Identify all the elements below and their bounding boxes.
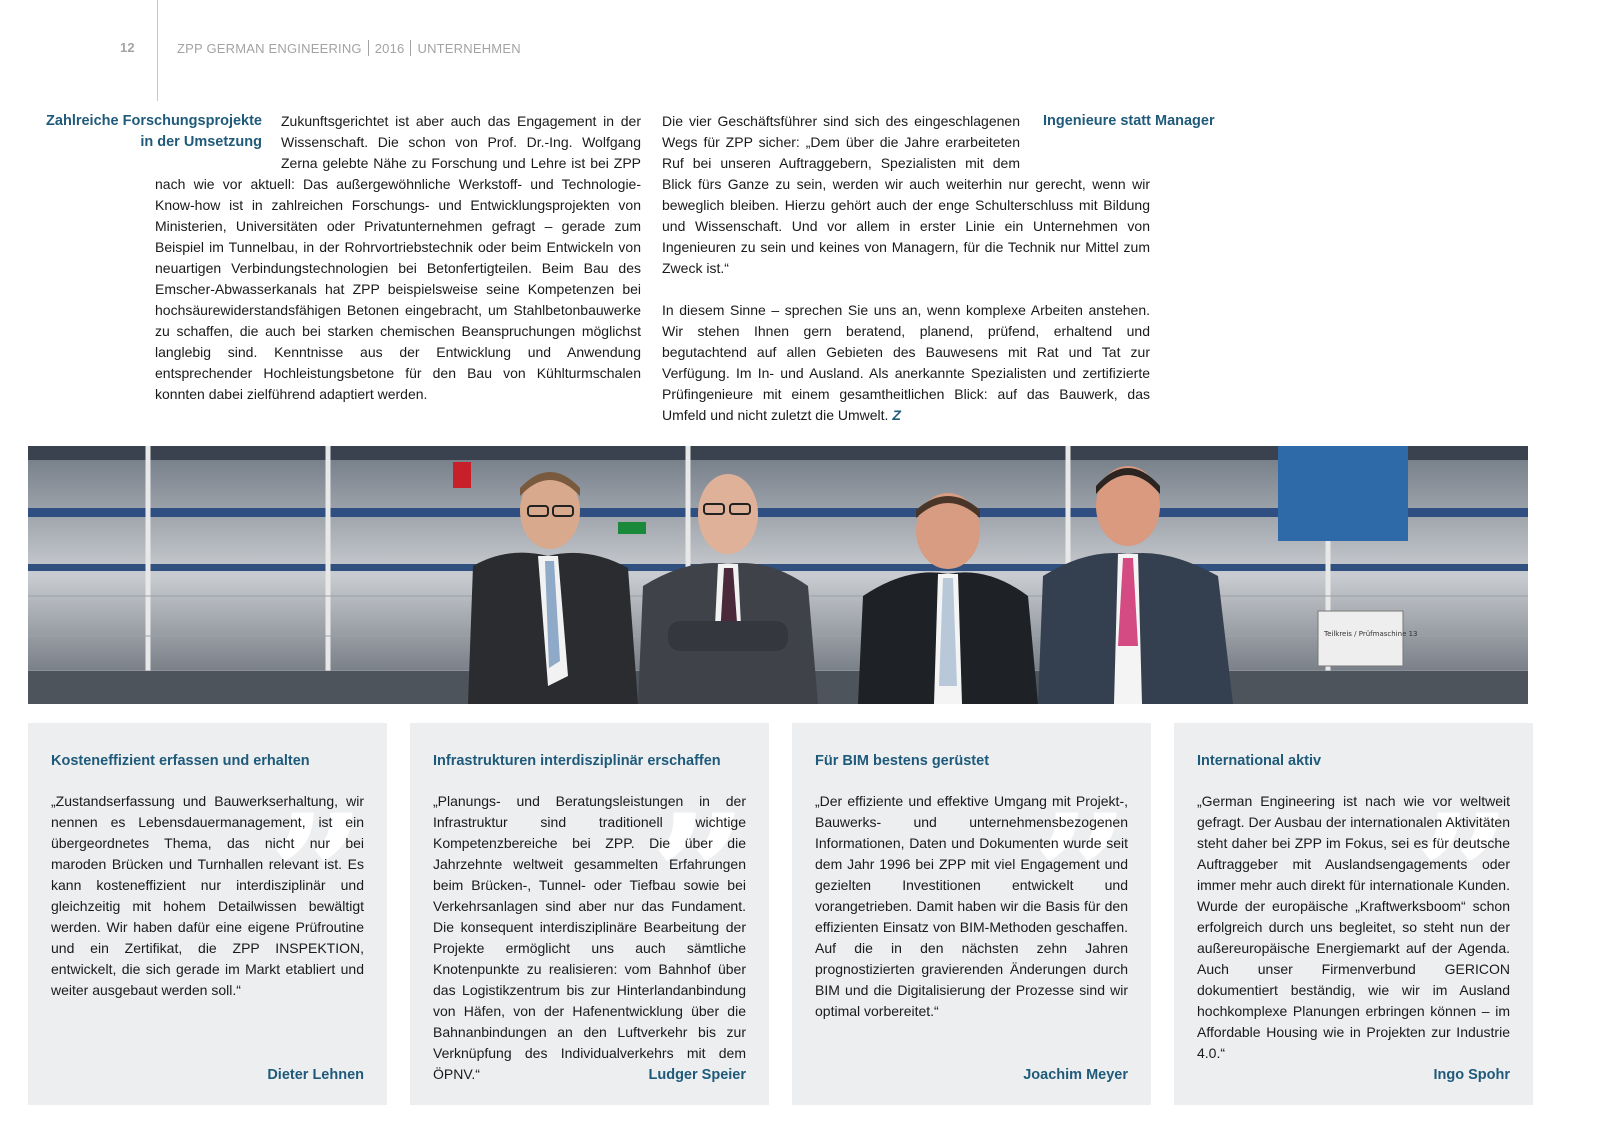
page-number: 12 (120, 40, 135, 55)
quote-card (792, 723, 1151, 1105)
quote-title: Infrastrukturen interdisziplinär erschaffen (433, 753, 721, 769)
quote-text: „Zustandserfassung und Bauwerkserhaltung, wir nennen es Lebensdauermanagement, ist ein übergeordnetes Thema, das nicht nur bei maroden Brücken und Turnhallen relevant ist. Es kann kosteneffizient nur interdisziplinär und gleichzeitig mit hohem Detailwissen bewältigt werden. Wir haben dafür eine eigene Prüfroutine und ein Zertifikat, die ZPP INSPEKTION, entwickelt, die sich gerade im Markt etabliert und weiter ausgebaut werden soll.“ (51, 793, 364, 998)
quote-card (28, 723, 387, 1105)
quote-title: Kosteneffizient erfassen und erhalten (51, 753, 310, 769)
quote-title: Für BIM bestens gerüstet (815, 753, 990, 769)
right-paragraph-2-text: In diesem Sinne – sprechen Sie uns an, wenn komplexe Arbeiten anstehen. Wir stehen Ihnen gern beratend, planend, prüfend, erhaltend und begutachtend auf allen Gebieten des Bauwesens mit Rat und Tat zur Verfügung. Im In- und Ausland. Als anerkannte Spezialisten und zertifizierte Prüfingenieure mit einem gesamtheitlichen Blick: auf das Bauwerk, das Umfeld und nicht zuletzt die Umwelt. (662, 302, 1150, 423)
sign-text: Teilkreis / Prüfmaschine 13 (1324, 630, 1418, 638)
quote-text: „Der effiziente und effektive Umgang mit Projekt-, Bauwerks- und unternehmensbezogenen Informationen, Daten und Dokumenten wurde seit dem Jahr 1996 bei ZPP mit viel Engagement und gezielten Investitionen entwickelt und vorangetrieben. Damit haben wir die Basis für den effizienten Einsatz von BIM-Methoden geschaffen. Auf die in den nächsten zehn Jahren prognostizierten gravierenden Änderungen durch BIM und die Digitalisierung der Prozesse sind wir optimal vorbereitet.“ (815, 793, 1128, 1019)
header-divider (157, 0, 158, 101)
quote-author: Ingo Spohr (1433, 1067, 1510, 1083)
quote-author: Joachim Meyer (1023, 1067, 1128, 1083)
quote-author: Ludger Speier (648, 1067, 746, 1083)
photo-illustration (28, 446, 1528, 704)
quote-mark-icon: „ (271, 723, 369, 880)
separator (368, 40, 369, 56)
quote-card (410, 723, 769, 1105)
left-body-text (155, 111, 641, 405)
publication-year: 2016 (374, 41, 405, 56)
quote-text: „German Engineering ist nach wie vor weltweit gefragt. Der Ausbau der internationalen Aktivitäten steht daher bei ZPP im Fokus, sei es für deutsche Auftraggeber mit Auslandsengagements oder immer mehr auch direkt für internationale Kunden. Wurde der europäische „Kraftwerksboom“ schon erfolgreich durch uns begleitet, so steht nun der außereuropäische Energiemarkt auf der Agenda. Auch unser Firmenverbund GERICON dokumentiert beständig, wie wir im Ausland hochkomplexe Planungen erbringen können – im Affordable Housing wie in Projekten zur Industrie 4.0.“ (1197, 793, 1510, 1061)
left-paragraph: Zukunftsgerichtet ist aber auch das Engagement in der Wissenschaft. Die schon von Prof. Dr.-Ing. Wolfgang Zerna gelebte Nähe zu Forschung und Lehre ist bei ZPP nach wie vor aktuell: Das außergewöhnliche Werkstoff- und Technologie-Know-how ist in zahlreichen Forschungs- und Entwicklungsprojekten von Ministerien, Universitäten oder Privatunternehmen gefragt – gerade zum Beispiel im Tunnelbau, in der Rohrvortriebstechnik oder beim Entwickeln von neuartigen Verbindungstechnologien bei Betonfertigteilen. Beim Bau des Emscher-Abwasserkanals hat ZPP beispielsweise seine Kompetenzen bei hochsäurewiderstandsfähigen Betonen eingebracht, um Stahlbetonbauwerke zu schaffen, die auch bei starken chemischen Beanspruchungen möglichst langlebig sind. Kenntnisse aus der Entwicklung und Anwendung entsprechender Hochleistungsbetone für den Bau von Kühlturmschalen konnten dabei zielführend adaptiert werden. (155, 113, 641, 402)
zpp-end-mark: Z (892, 407, 901, 423)
publication-name: ZPP GERMAN ENGINEERING (177, 41, 362, 56)
separator (410, 40, 411, 56)
quote-card (1174, 723, 1533, 1105)
right-paragraph-2 (662, 300, 1150, 426)
running-title (177, 40, 521, 56)
left-side-heading: Zahlreiche Forschungsprojekte in der Umsetzung (46, 113, 262, 150)
quote-text: „Planungs- und Beratungsleistungen in der Infrastruktur sind traditionell wichtige Kompetenzbereiche bei ZPP. Die über die Jahrzehnte weltweit gesammelten Erfahrungen beim Brücken-, Tunnel- oder Tiefbau sowie bei Verkehrsanlagen sind aber nur das Fundament. Die konsequent interdisziplinäre Bearbeitung der Projekte ermöglicht uns auch sämtliche Knotenpunkte zu realisieren: vom Bahnhof über das Logistikzentrum bis zur Hinterlandanbindung von Häfen, von der Hafenentwicklung über die Bahnanbindungen an den Luftverkehr bis zur Verknüpfung des Individualverkehrs mit dem ÖPNV.“ (433, 793, 746, 1082)
quote-mark-icon: „ (1417, 723, 1515, 880)
heading-spacer (155, 111, 281, 174)
quote-author: Dieter Lehnen (267, 1067, 364, 1083)
team-photo (28, 446, 1528, 704)
quote-title: International aktiv (1197, 753, 1322, 769)
quote-mark-icon: „ (1035, 723, 1133, 880)
section-name: UNTERNEHMEN (417, 41, 521, 56)
right-side-heading: Ingenieure statt Manager (1043, 113, 1215, 129)
right-paragraph-1: Die vier Geschäftsführer sind sich des eingeschlagenen Wegs für ZPP sicher: „Dem über die Jahre erarbeiteten Ruf bei unseren Auftraggebern, Spezialisten mit dem Blick fürs Ganze zu sein, werden wir auch weiterhin nur gerecht, wenn wir beweglich bleiben. Hierzu gehört auch der enge Schulterschluss mit Bildung und Wissenschaft. Und vor allem in erster Linie ein Unternehmen von Ingenieuren zu sein und keines von Managern, für die Technik nur Mittel zum Zweck ist.“ (662, 113, 1150, 276)
quote-mark-icon: „ (653, 723, 751, 880)
right-body-text (662, 111, 1150, 426)
